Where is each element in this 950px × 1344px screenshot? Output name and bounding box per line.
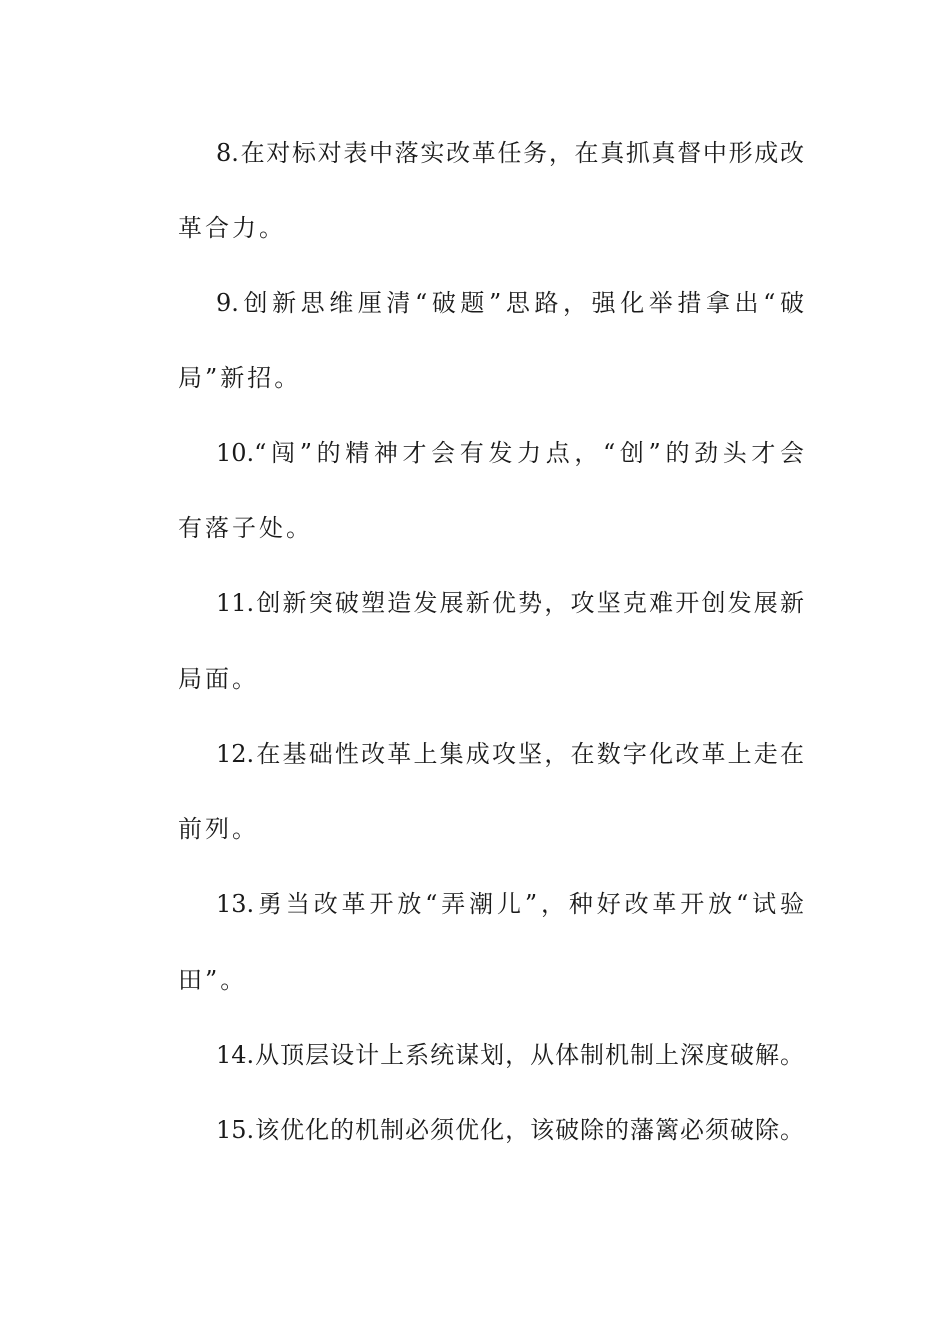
- item-14-line-1: 14.从顶层设计上系统谋划，从体制机制上深度破解。: [216, 1041, 804, 1069]
- item-13-line-2: 田”。: [178, 966, 248, 994]
- item-8-line-2: 革合力。: [178, 214, 286, 242]
- item-9-line-1: 9.创新思维厘清“破题”思路，强化举措拿出“破: [216, 289, 804, 317]
- item-11-line-1: 11.创新突破塑造发展新优势，攻坚克难开创发展新: [216, 589, 804, 617]
- item-10-line-2: 有落子处。: [178, 514, 313, 542]
- item-8-line-1: 8.在对标对表中落实改革任务，在真抓真督中形成改: [216, 139, 804, 167]
- item-12-line-1: 12.在基础性改革上集成攻坚，在数字化改革上走在: [216, 740, 804, 768]
- item-15-line-1: 15.该优化的机制必须优化，该破除的藩篱必须破除。: [216, 1116, 804, 1144]
- item-11-line-2: 局面。: [178, 665, 259, 693]
- item-9-line-2: 局”新招。: [178, 364, 302, 392]
- item-12-line-2: 前列。: [178, 815, 259, 843]
- item-13-line-1: 13.勇当改革开放“弄潮儿”，种好改革开放“试验: [216, 890, 804, 918]
- item-10-line-1: 10.“闯”的精神才会有发力点，“创”的劲头才会: [216, 439, 804, 467]
